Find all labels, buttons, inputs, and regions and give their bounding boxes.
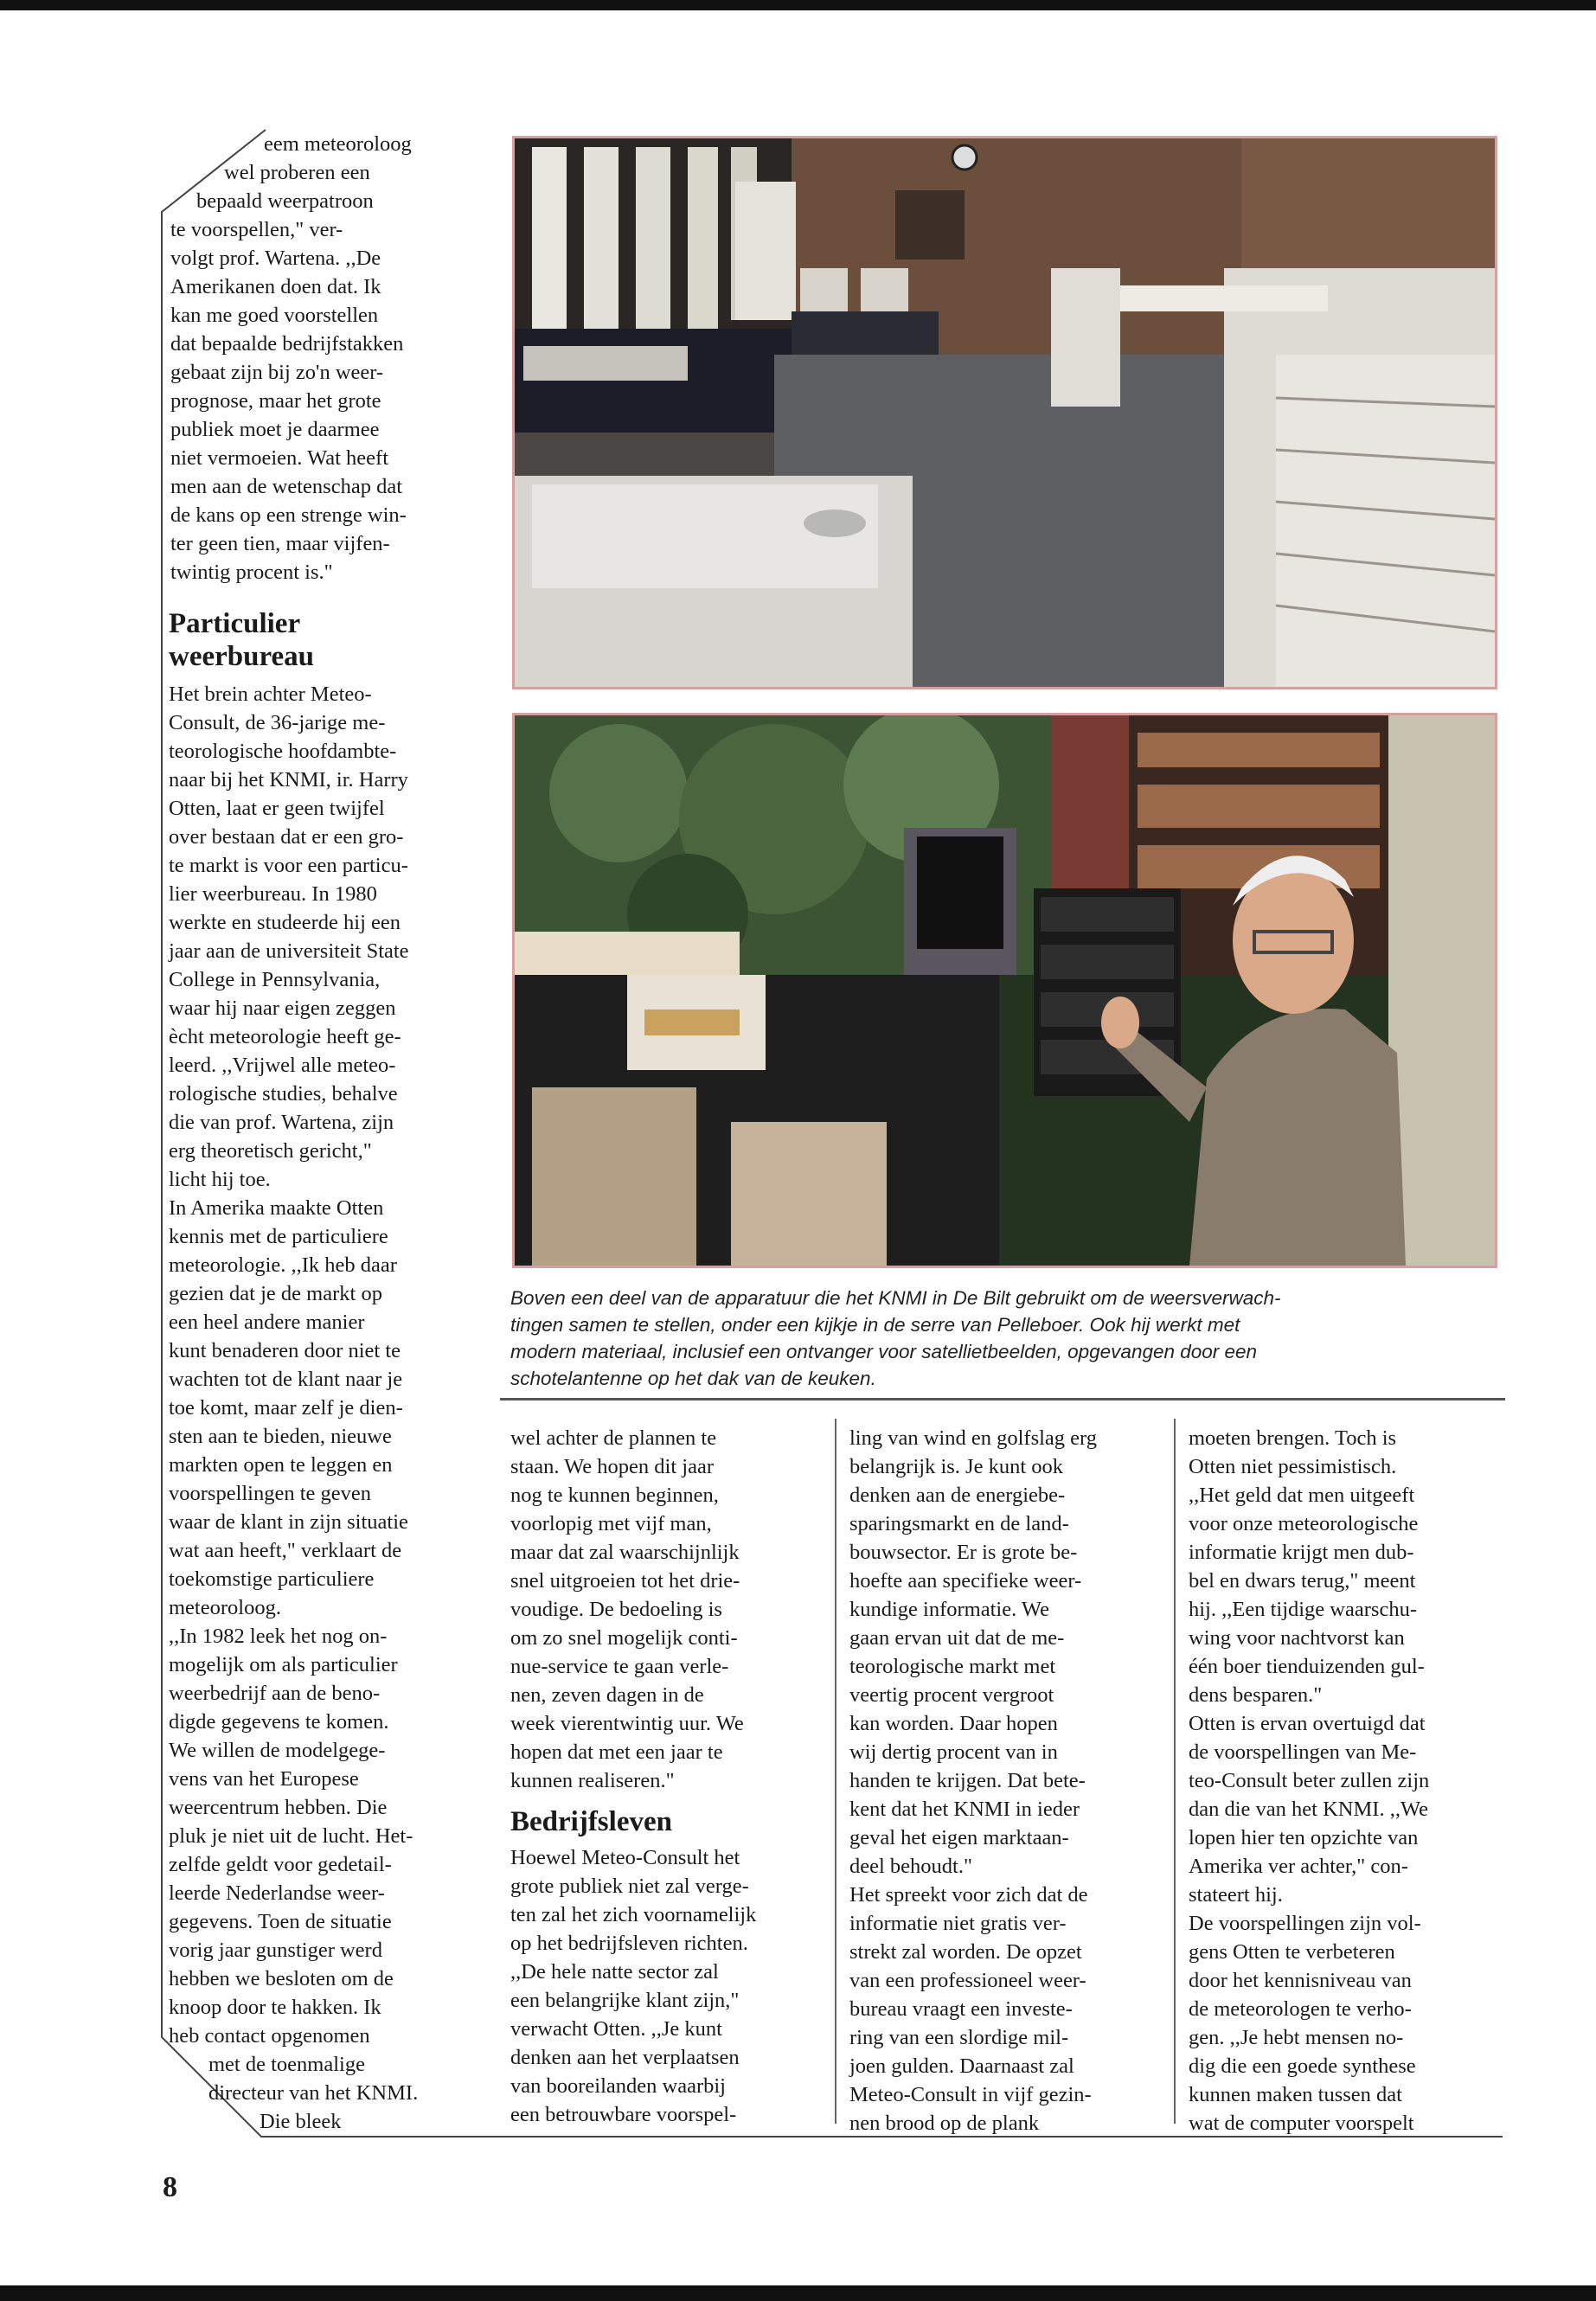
text-line: moeten brengen. Toch is bbox=[1189, 1426, 1397, 1450]
text-line: bouwsector. Er is grote be- bbox=[849, 1541, 1078, 1564]
text-line: kunnen realiseren." bbox=[510, 1769, 675, 1792]
text-line: directeur van het KNMI. bbox=[208, 2081, 419, 2105]
text-line: voudige. De bedoeling is bbox=[510, 1598, 722, 1621]
text-line: leerd. ,,Vrijwel alle meteo- bbox=[169, 1054, 396, 1077]
text-line: ring van een slordige mil- bbox=[849, 2026, 1069, 2049]
photo-knmi-equipment-room bbox=[512, 136, 1497, 689]
text-line: ter geen tien, maar vijfen- bbox=[170, 532, 390, 555]
text-line: waar de klant in zijn situatie bbox=[169, 1510, 408, 1534]
text-line: Otten is ervan overtuigd dat bbox=[1189, 1712, 1426, 1735]
text-line: week vierentwintig uur. We bbox=[510, 1712, 744, 1735]
main-text-left bbox=[169, 595, 482, 2136]
text-line: sparingsmarkt en de land- bbox=[849, 1512, 1069, 1535]
text-line: ten zal het zich voornamelijk bbox=[510, 1903, 757, 1926]
column-2 bbox=[510, 1424, 834, 2129]
text-line: bepaald weerpatroon bbox=[196, 189, 374, 213]
text-line: kundige informatie. We bbox=[849, 1598, 1049, 1621]
text-line: markten open te leggen en bbox=[169, 1453, 393, 1477]
text-line: toe komt, maar zelf je dien- bbox=[169, 1396, 403, 1420]
text-line: wat de computer voorspelt bbox=[1189, 2112, 1414, 2135]
vertical-rule bbox=[1174, 1419, 1176, 2124]
text-line: wel achter de plannen te bbox=[510, 1426, 717, 1450]
text-line: Hoewel Meteo-Consult het bbox=[510, 1846, 740, 1869]
text-line: naar bij het KNMI, ir. Harry bbox=[169, 768, 408, 792]
text-line: maar dat zal waarschijnlijk bbox=[510, 1541, 740, 1564]
text-line: dig die een goede synthese bbox=[1189, 2054, 1416, 2078]
text-line: nen brood op de plank bbox=[849, 2112, 1040, 2135]
text-line: Meteo-Consult in vijf gezin- bbox=[849, 2083, 1092, 2106]
text-line: ècht meteorologie heeft ge- bbox=[169, 1025, 401, 1048]
text-line: een betrouwbare voorspel- bbox=[510, 2103, 737, 2126]
text-line: bel en dwars terug," meent bbox=[1189, 1569, 1416, 1593]
text-line: zelfde geldt voor gedetail- bbox=[169, 1853, 392, 1876]
text-line: denken aan de energiebe- bbox=[849, 1484, 1066, 1507]
text-line: licht hij toe. bbox=[169, 1168, 271, 1191]
text-line: dan die van het KNMI. ,,We bbox=[1189, 1798, 1428, 1821]
text-line: wat aan heeft," verklaart de bbox=[169, 1539, 402, 1562]
intro-text bbox=[170, 130, 482, 586]
text-line: knoop door te hakken. Ik bbox=[169, 1996, 381, 2019]
left-column bbox=[162, 130, 486, 2137]
text-line: werkte en studeerde hij een bbox=[169, 911, 401, 934]
text-line: strekt zal worden. De opzet bbox=[849, 1940, 1082, 1964]
text-line: Consult, de 36-jarige me- bbox=[169, 711, 386, 734]
text-line: kunnen maken tussen dat bbox=[1189, 2083, 1402, 2106]
text-line: hebben we besloten om de bbox=[169, 1967, 394, 1990]
text-line: voorspellingen te geven bbox=[169, 1482, 372, 1505]
text-line: over bestaan dat er een gro- bbox=[169, 825, 404, 849]
text-line: vens van het Europese bbox=[169, 1767, 359, 1791]
text-line: gebaat zijn bij zo'n weer- bbox=[170, 361, 384, 384]
text-line: waar hij naar eigen zeggen bbox=[169, 997, 396, 1020]
text-line: rologische studies, behalve bbox=[169, 1082, 398, 1106]
text-line: hoefte aan specifieke weer- bbox=[849, 1569, 1082, 1593]
text-line: weercentrum hebben. Die bbox=[169, 1796, 388, 1819]
text-line: prognose, maar het grote bbox=[170, 389, 381, 413]
section-heading-bedrijfsleven: Bedrijfsleven bbox=[510, 1806, 672, 1837]
text-line: snel uitgroeien tot het drie- bbox=[510, 1569, 740, 1593]
text-line: weerbedrijf aan de beno- bbox=[169, 1682, 381, 1705]
text-line: publiek moet je daarmee bbox=[170, 418, 380, 441]
text-line: ,,In 1982 leek het nog on- bbox=[169, 1625, 388, 1648]
text-line: niet vermoeien. Wat heeft bbox=[170, 446, 388, 470]
text-line: ling van wind en golfslag erg bbox=[849, 1426, 1098, 1450]
bottom-border bbox=[0, 2285, 1596, 2301]
column-2-text-a bbox=[510, 1424, 834, 1795]
text-line: denken aan het verplaatsen bbox=[510, 2046, 740, 2069]
text-line: op het bedrijfsleven richten. bbox=[510, 1932, 748, 1955]
text-line: lopen hier ten opzichte van bbox=[1189, 1826, 1419, 1849]
text-line: stateert hij. bbox=[1189, 1883, 1283, 1907]
text-line: lier weerbureau. In 1980 bbox=[169, 882, 377, 906]
text-line: staan. We hopen dit jaar bbox=[510, 1455, 715, 1478]
text-line: voor onze meteorologische bbox=[1189, 1512, 1419, 1535]
text-line: gezien dat je de markt op bbox=[169, 1282, 382, 1305]
text-line: men aan de wetenschap dat bbox=[170, 475, 403, 498]
text-line: pluk je niet uit de lucht. Het- bbox=[169, 1824, 413, 1848]
left-body bbox=[169, 680, 482, 2136]
text-line: nue-service te gaan verle- bbox=[510, 1655, 729, 1678]
text-line: nen, zeven dagen in de bbox=[510, 1683, 704, 1707]
text-line: tingen samen te stellen, onder een kijkje in de serre van Pelleboer. Ook hij werkt met bbox=[510, 1314, 1240, 1336]
text-line: kan me goed voorstellen bbox=[170, 304, 379, 327]
column-3 bbox=[849, 1424, 1173, 2138]
text-line: van booreilanden waarbij bbox=[510, 2074, 726, 2098]
text-line: van een professioneel weer- bbox=[849, 1969, 1086, 1992]
text-line: belangrijk is. Je kunt ook bbox=[849, 1455, 1064, 1478]
text-line: nog te kunnen beginnen, bbox=[510, 1484, 719, 1507]
text-line: volgt prof. Wartena. ,,De bbox=[170, 247, 381, 270]
text-line: ,,De hele natte sector zal bbox=[510, 1960, 719, 1984]
column-4 bbox=[1189, 1424, 1512, 2138]
text-line: teorologische markt met bbox=[849, 1655, 1056, 1678]
text-line: meteoroloog. bbox=[169, 1596, 281, 1619]
text-line: vorig jaar gunstiger werd bbox=[169, 1939, 382, 1962]
text-line: digde gegevens te komen. bbox=[169, 1710, 389, 1734]
text-line: informatie niet gratis ver- bbox=[849, 1912, 1067, 1935]
text-line: Het spreekt voor zich dat de bbox=[849, 1883, 1088, 1907]
text-line: schotelantenne op het dak van de keuken. bbox=[510, 1368, 876, 1389]
text-line: jaar aan de universiteit State bbox=[169, 939, 409, 963]
text-line: wij dertig procent van in bbox=[849, 1740, 1058, 1764]
text-line: Otten, laat er geen twijfel bbox=[169, 797, 385, 820]
text-line: In Amerika maakte Otten bbox=[169, 1196, 384, 1220]
text-line: met de toenmalige bbox=[208, 2053, 365, 2076]
text-line: twintig procent is." bbox=[170, 561, 333, 584]
text-line: te voorspellen," ver- bbox=[170, 218, 343, 241]
text-line: leerde Nederlandse weer- bbox=[169, 1881, 385, 1905]
text-line: kan worden. Daar hopen bbox=[849, 1712, 1058, 1735]
text-line: die van prof. Wartena, zijn bbox=[169, 1111, 394, 1134]
text-line: de meteorologen te verho- bbox=[1189, 1997, 1412, 2021]
text-line: om zo snel mogelijk conti- bbox=[510, 1626, 738, 1650]
text-line: gegevens. Toen de situatie bbox=[169, 1910, 392, 1933]
text-line: de voorspellingen van Me- bbox=[1189, 1740, 1417, 1764]
text-line: Otten niet pessimistisch. bbox=[1189, 1455, 1397, 1478]
text-line: hopen dat met een jaar te bbox=[510, 1740, 723, 1764]
text-line: eem meteoroloog bbox=[264, 132, 412, 156]
text-line: dat bepaalde bedrijfstakken bbox=[170, 332, 404, 356]
text-line: verwacht Otten. ,,Je kunt bbox=[510, 2017, 722, 2041]
text-line: Die bleek bbox=[260, 2110, 342, 2133]
text-line: teo-Consult beter zullen zijn bbox=[1189, 1769, 1430, 1792]
text-line: kent dat het KNMI in ieder bbox=[849, 1798, 1080, 1821]
text-line: informatie krijgt men dub- bbox=[1189, 1541, 1414, 1564]
text-line: bureau vraagt een investe- bbox=[849, 1997, 1073, 2021]
section-heading-particulier bbox=[169, 607, 482, 673]
photo-pelleboer-conservatory bbox=[512, 713, 1497, 1268]
text-line: deel behoudt." bbox=[849, 1855, 972, 1878]
text-line: College in Pennsylvania, bbox=[169, 968, 381, 991]
text-line: sten aan te bieden, nieuwe bbox=[169, 1425, 392, 1448]
text-line: modern materiaal, inclusief een ontvanger voor satellietbeelden, opgevangen door een bbox=[510, 1341, 1258, 1362]
heading-line: Particulier bbox=[169, 608, 301, 639]
text-line: hij. ,,Een tijdige waarschu- bbox=[1189, 1598, 1417, 1621]
text-line: heb contact opgenomen bbox=[169, 2024, 370, 2048]
text-line: een belangrijke klant zijn," bbox=[510, 1989, 740, 2012]
text-line: voorlopig met vijf man, bbox=[510, 1512, 712, 1535]
text-line: te markt is voor een particu- bbox=[169, 854, 408, 877]
text-line: gaan ervan uit dat de me- bbox=[849, 1626, 1065, 1650]
text-line: door het kennisniveau van bbox=[1189, 1969, 1412, 1992]
text-line: toekomstige particuliere bbox=[169, 1567, 375, 1591]
text-line: grote publiek niet zal verge- bbox=[510, 1875, 749, 1898]
text-line: Het brein achter Meteo- bbox=[169, 683, 372, 706]
text-line: gen. ,,Je hebt mensen no- bbox=[1189, 2026, 1404, 2049]
column-2-text-b bbox=[510, 1843, 834, 2129]
vertical-rule bbox=[835, 1419, 836, 2124]
text-line: wachten tot de klant naar je bbox=[169, 1368, 403, 1391]
text-line: veertig procent vergroot bbox=[849, 1683, 1054, 1707]
text-line: handen te krijgen. Dat bete- bbox=[849, 1769, 1086, 1792]
text-line: teorologische hoofdambte- bbox=[169, 740, 397, 763]
text-line: wing voor nachtvorst kan bbox=[1189, 1626, 1405, 1650]
text-line: de kans op een strenge win- bbox=[170, 503, 407, 527]
text-line: dens besparen." bbox=[1189, 1683, 1323, 1707]
page-number: 8 bbox=[163, 2171, 177, 2203]
text-line: kennis met de particuliere bbox=[169, 1225, 388, 1248]
text-line: meteorologie. ,,Ik heb daar bbox=[169, 1253, 397, 1277]
text-line: erg theoretisch gericht," bbox=[169, 1139, 372, 1163]
photo-caption bbox=[510, 1285, 1501, 1392]
text-line: een heel andere manier bbox=[169, 1311, 365, 1334]
text-line: Amerika ver achter," con- bbox=[1189, 1855, 1408, 1878]
text-line: wel proberen een bbox=[224, 161, 370, 184]
text-line: De voorspellingen zijn vol- bbox=[1189, 1912, 1421, 1935]
text-line: één boer tienduizenden gul- bbox=[1189, 1655, 1425, 1678]
text-line: ,,Het geld dat men uitgeeft bbox=[1189, 1484, 1415, 1507]
text-line: Amerikanen doen dat. Ik bbox=[170, 275, 381, 298]
top-border bbox=[0, 0, 1596, 10]
heading-line: weerbureau bbox=[169, 641, 315, 672]
text-line: geval het eigen marktaan- bbox=[849, 1826, 1069, 1849]
text-line: joen gulden. Daarnaast zal bbox=[849, 2054, 1074, 2078]
text-line: Boven een deel van de apparatuur die het KNMI in De Bilt gebruikt om de weersverwach- bbox=[510, 1287, 1281, 1309]
text-line: kunt benaderen door niet te bbox=[169, 1339, 401, 1362]
text-line: We willen de modelgege- bbox=[169, 1739, 386, 1762]
column-divider-rule bbox=[500, 1398, 1505, 1400]
text-line: gens Otten te verbeteren bbox=[1189, 1940, 1395, 1964]
text-line: mogelijk om als particulier bbox=[169, 1653, 398, 1676]
